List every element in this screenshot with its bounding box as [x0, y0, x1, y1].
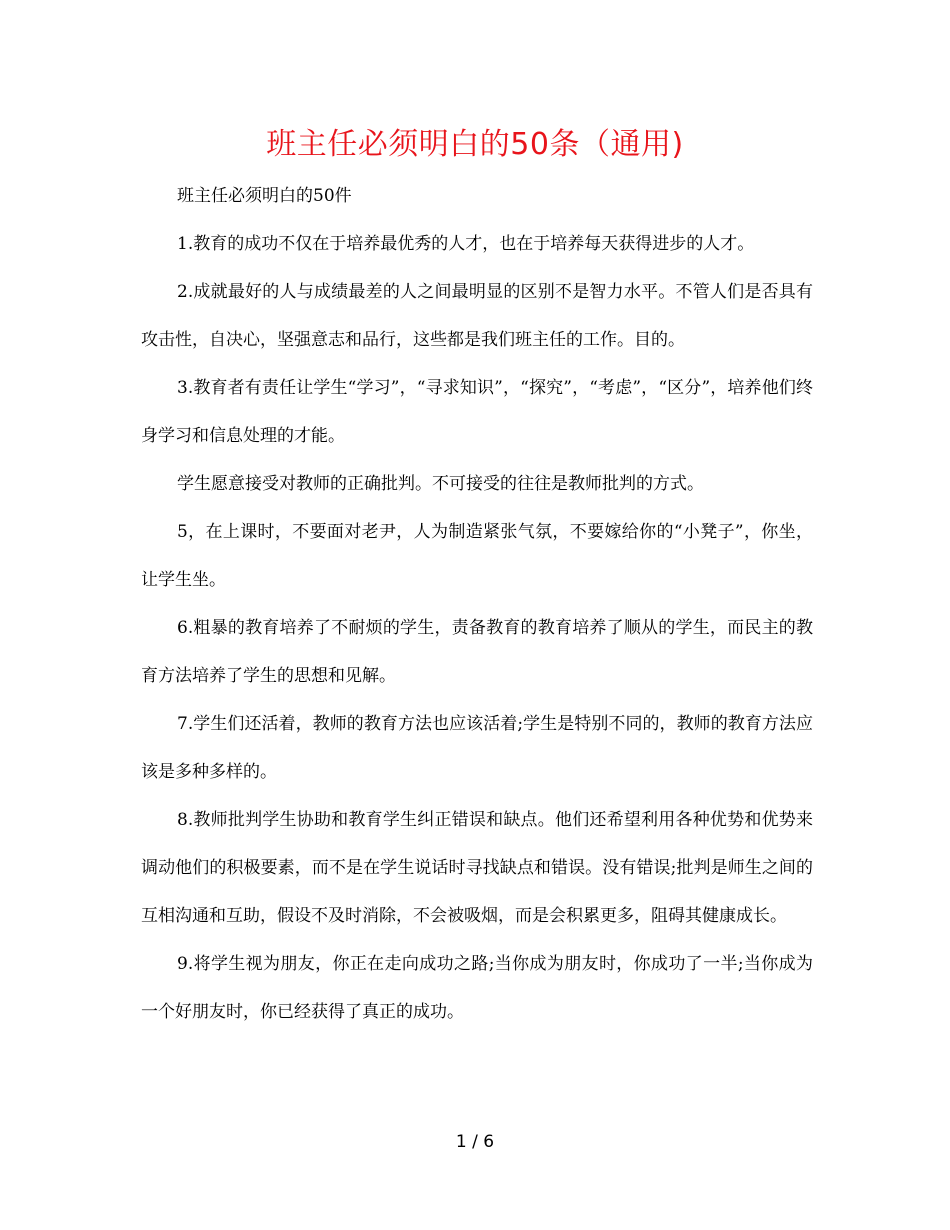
- paragraph-1: 1.教育的成功不仅在于培养最优秀的人才，也在于培养每天获得进步的人才。: [177, 234, 755, 254]
- paragraph-9: 9.将学生视为朋友，你正在走向成功之路;当你成为朋友时，你成功了一半;当你成为一个好朋友时，你已经获得了真正的成功。: [141, 954, 813, 1022]
- paragraph-8: 8.教师批判学生协助和教育学生纠正错误和缺点。他们还希望利用各种优势和优势来调动他们的积极要素，而不是在学生说话时寻找缺点和错误。没有错误;批判是师生之间的互相沟通和互助，假设不及时消除，不会被吸烟，而是会积累更多，阻碍其健康成长。: [141, 810, 813, 926]
- document-body: [141, 172, 813, 1036]
- paragraph-6: 6.粗暴的教育培养了不耐烦的学生，责备教育的教育培养了顺从的学生，而民主的教育方法培养了学生的思想和见解。: [141, 618, 813, 686]
- paragraph-4: 学生愿意接受对教师的正确批判。不可接受的往往是教师批判的方式。: [177, 474, 704, 494]
- paragraph-3: 3.教育者有责任让学生“学习”，“寻求知识”，“探究”，“考虑”，“区分”，培养他们终身学习和信息处理的才能。: [141, 378, 813, 446]
- page-indicator: 1 / 6: [455, 1132, 495, 1152]
- paragraph-2: 2.成就最好的人与成绩最差的人之间最明显的区别不是智力水平。不管人们是否具有攻击性，自决心，坚强意志和品行，这些都是我们班主任的工作。目的。: [141, 282, 813, 350]
- paragraph-7: 7.学生们还活着，教师的教育方法也应该活着;学生是特别不同的，教师的教育方法应该是多种多样的。: [141, 714, 813, 782]
- paragraph-heading: 班主任必须明白的50件: [177, 186, 352, 206]
- document-title: 班主任必须明白的50条（通用): [266, 127, 684, 162]
- paragraph-5: 5，在上课时，不要面对老尹，人为制造紧张气氛，不要嫁给你的“小凳子”，你坐，让学生坐。: [141, 522, 813, 590]
